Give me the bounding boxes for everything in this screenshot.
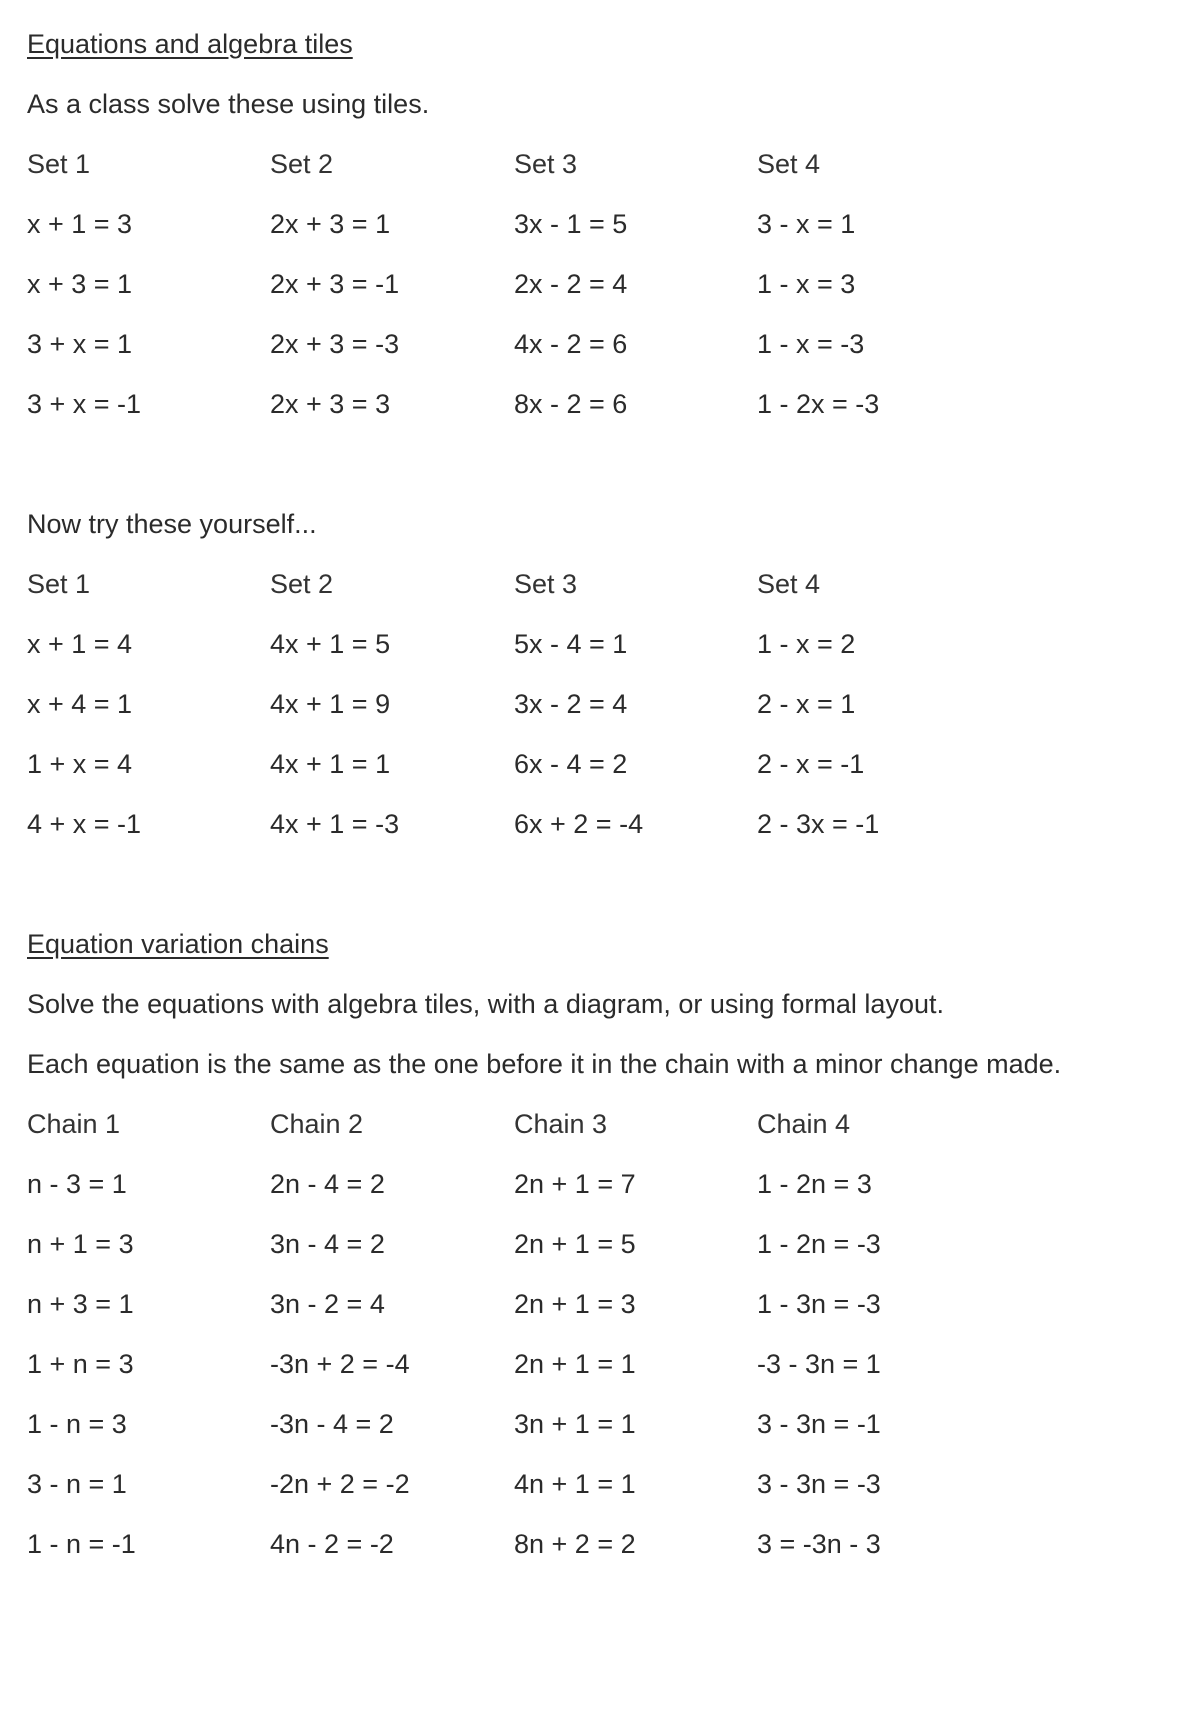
- equation: 1 + n = 3: [27, 1349, 134, 1379]
- section3-instruction-2: Each equation is the same as the one before it in the chain with a minor change made.: [27, 1049, 1062, 1079]
- equation: 2x + 3 = 3: [270, 389, 391, 419]
- equation: 1 - x = 3: [757, 269, 856, 299]
- section1-instruction: As a class solve these using tiles.: [27, 89, 430, 119]
- section1-header-row: [27, 148, 1177, 180]
- equation: 1 + x = 4: [27, 749, 133, 779]
- equation: n + 3 = 1: [27, 1289, 134, 1319]
- equation: x + 1 = 4: [27, 629, 133, 659]
- equation: 1 - n = -1: [27, 1529, 136, 1559]
- equation: -2n + 2 = -2: [270, 1469, 410, 1499]
- equation: 1 - 2n = 3: [757, 1169, 872, 1199]
- chain-1-header: Chain 1: [27, 1109, 121, 1139]
- equation-row: [27, 808, 1177, 840]
- chain-3-header: Chain 3: [514, 1109, 608, 1139]
- equation-row: [27, 208, 1177, 240]
- equation: 1 - 2n = -3: [757, 1229, 881, 1259]
- equation: 3 - x = 1: [757, 209, 856, 239]
- equation: 3 + x = -1: [27, 389, 142, 419]
- equation: 1 - x = 2: [757, 629, 856, 659]
- equation-row: [27, 1468, 1177, 1500]
- equation-row: [27, 1288, 1177, 1320]
- section3-title: Equation variation chains: [27, 929, 329, 959]
- equation: 3 + x = 1: [27, 329, 133, 359]
- equation: 2 - 3x = -1: [757, 809, 880, 839]
- set-1-header: Set 1: [27, 569, 91, 599]
- equation: 2x + 3 = -3: [270, 329, 400, 359]
- equation: 2 - x = 1: [757, 689, 856, 719]
- set-4-header: Set 4: [757, 569, 821, 599]
- equation: 2n + 1 = 1: [514, 1349, 636, 1379]
- equation: 4n - 2 = -2: [270, 1529, 394, 1559]
- equation: n - 3 = 1: [27, 1169, 127, 1199]
- chain-2-header: Chain 2: [270, 1109, 364, 1139]
- equation: 3 = -3n - 3: [757, 1529, 881, 1559]
- equation-row: [27, 1408, 1177, 1440]
- chain-4-header: Chain 4: [757, 1109, 851, 1139]
- equation: 2x - 2 = 4: [514, 269, 628, 299]
- set-3-header: Set 3: [514, 149, 578, 179]
- equation: 5x - 4 = 1: [514, 629, 628, 659]
- equation-row: [27, 328, 1177, 360]
- equation: 8x - 2 = 6: [514, 389, 628, 419]
- equation: x + 1 = 3: [27, 209, 133, 239]
- equation: 1 - n = 3: [27, 1409, 127, 1439]
- section1-title: Equations and algebra tiles: [27, 29, 353, 59]
- equation-row: [27, 1228, 1177, 1260]
- equation: 3 - 3n = -1: [757, 1409, 881, 1439]
- equation: 8n + 2 = 2: [514, 1529, 636, 1559]
- equation: 4x + 1 = 1: [270, 749, 391, 779]
- equation: x + 3 = 1: [27, 269, 133, 299]
- equation: 3n - 4 = 2: [270, 1229, 385, 1259]
- equation: 4x + 1 = -3: [270, 809, 400, 839]
- set-3-header: Set 3: [514, 569, 578, 599]
- equation-row: [27, 1528, 1177, 1560]
- equation-row: [27, 688, 1177, 720]
- equation: 2n - 4 = 2: [270, 1169, 385, 1199]
- equation-row: [27, 1348, 1177, 1380]
- equation: 6x + 2 = -4: [514, 809, 644, 839]
- section3-header-row: [27, 1108, 1177, 1140]
- equation: 2n + 1 = 7: [514, 1169, 636, 1199]
- equation: 4 + x = -1: [27, 809, 142, 839]
- equation: 2 - x = -1: [757, 749, 865, 779]
- equation: 3n - 2 = 4: [270, 1289, 385, 1319]
- equation-row: [27, 628, 1177, 660]
- equation: 3n + 1 = 1: [514, 1409, 636, 1439]
- equation: -3n + 2 = -4: [270, 1349, 410, 1379]
- equation: 2x + 3 = -1: [270, 269, 400, 299]
- equation-row: [27, 268, 1177, 300]
- equation-row: [27, 1168, 1177, 1200]
- set-2-header: Set 2: [270, 569, 334, 599]
- equation: n + 1 = 3: [27, 1229, 134, 1259]
- section2-instruction: Now try these yourself...: [27, 509, 317, 539]
- equation: 1 - x = -3: [757, 329, 865, 359]
- equation: x + 4 = 1: [27, 689, 133, 719]
- set-4-header: Set 4: [757, 149, 821, 179]
- equation: 2n + 1 = 3: [514, 1289, 636, 1319]
- set-1-header: Set 1: [27, 149, 91, 179]
- section3-instruction-1: Solve the equations with algebra tiles, with a diagram, or using formal layout.: [27, 989, 944, 1019]
- equation: 1 - 3n = -3: [757, 1289, 881, 1319]
- equation-row: [27, 748, 1177, 780]
- equation: 3x - 1 = 5: [514, 209, 628, 239]
- equation: 2x + 3 = 1: [270, 209, 391, 239]
- equation-row: [27, 388, 1177, 420]
- equation: -3n - 4 = 2: [270, 1409, 394, 1439]
- equation: 4n + 1 = 1: [514, 1469, 636, 1499]
- equation: 3x - 2 = 4: [514, 689, 628, 719]
- equation: 4x + 1 = 5: [270, 629, 391, 659]
- equation: -3 - 3n = 1: [757, 1349, 881, 1379]
- equation: 2n + 1 = 5: [514, 1229, 636, 1259]
- section2-header-row: [27, 568, 1177, 600]
- equation: 6x - 4 = 2: [514, 749, 628, 779]
- equation: 4x - 2 = 6: [514, 329, 628, 359]
- equation: 3 - 3n = -3: [757, 1469, 881, 1499]
- equation: 4x + 1 = 9: [270, 689, 391, 719]
- equation: 3 - n = 1: [27, 1469, 127, 1499]
- set-2-header: Set 2: [270, 149, 334, 179]
- equation: 1 - 2x = -3: [757, 389, 880, 419]
